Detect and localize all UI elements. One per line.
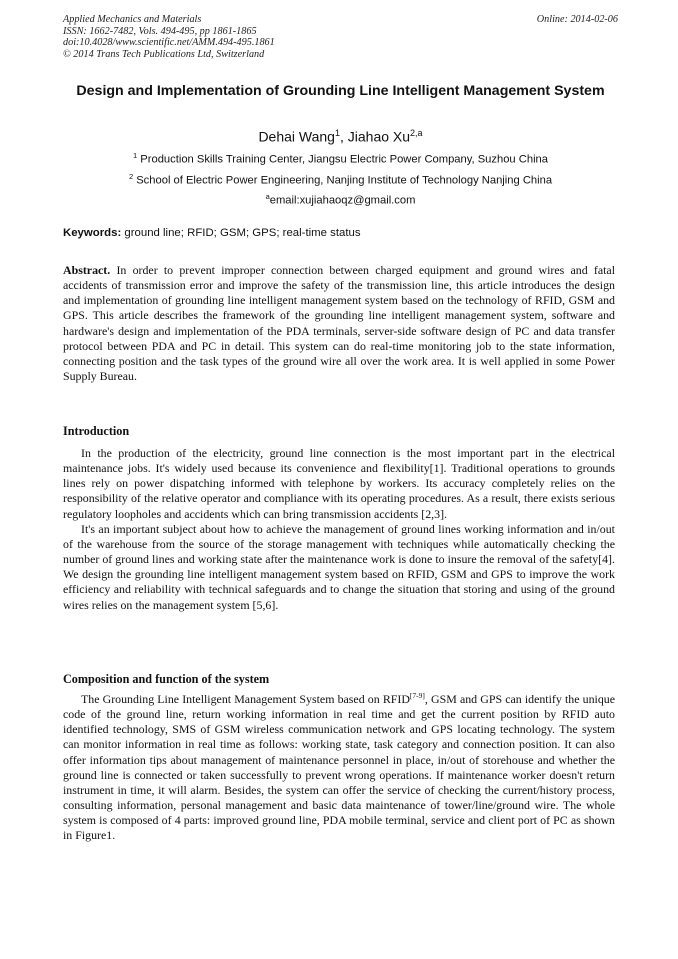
email-text: email:xujiahaoqz@gmail.com — [269, 194, 416, 207]
author-list — [63, 124, 618, 146]
paragraph: In the production of the electricity, ground line connection is the most important part in the electrical maintenance jobs. It's widely used because its convenience and flexibility[1]. Traditional operations to grounds lines rely on power dispatching informed with telephone by workers. Its accuracy completely relies on the responsibility of the relative operator and compliance with its operating procedures. As a result, there exists serious regulatory loopholes and accidents which can bring transmission accidents [2,3]. — [63, 446, 615, 521]
author-affiliation-mark: 1 — [334, 128, 340, 138]
abstract-label: Abstract. — [63, 263, 111, 277]
copyright-line: © 2014 Trans Tech Publications Ltd, Switzerland — [63, 48, 265, 60]
email-mark: a — [265, 192, 270, 201]
affiliation-1 — [63, 149, 618, 167]
abstract-text: In order to prevent improper connection between charged equipment and ground wires and fatal accidents of transmission error and improve the safety of the transmission line, this article introduces the design and implementation of grounding line intelligent management system based on the technology of RFID, GSM and GPS. This article describes the framework of the grounding line intelligent management system, software and hardware's design and implementation of the PDA terminals, server-side software design of PC and data transfer protocol between PDA and PC in detail. This system can do real-time monitoring job to the state information, connecting position and the task types of the ground wire all over the work area. It is well applied in some Power Supply Bureau. — [63, 263, 615, 384]
keywords-label: Keywords: — [63, 227, 122, 239]
paper-title: Design and Implementation of Grounding Line Intelligent Management System — [76, 83, 605, 99]
author-affiliation-mark: 2,a — [410, 128, 423, 138]
affiliation-number: 2 — [128, 172, 134, 181]
paragraph-text: , GSM and GPS can identify the unique code of the ground line, return working information in real time and get the current position by RFID auto identified technology, SMS of GSM wireless communication network and GPS locating technology. The system can monitor information in real time as follows: working state, task category and connection position. It can also offer information tips about management of maintenance personnel in place, in/out of storehouse and whether the ground line is connected or taken successfully to prevent wrong operations. If maintenance worker doesn't return instrument in time, it will alarm. Besides, the system can offer the service of checking the current/history process, consulting information, personal management and basic data maintenance of tower/line/ground wire. The whole system is composed of 4 parts: improved ground line, PDA mobile terminal, service and client port of PC as shown in Figure1. — [63, 692, 615, 843]
section-heading-introduction: Introduction — [63, 424, 130, 438]
keywords-text: ground line; RFID; GSM; GPS; real-time status — [121, 227, 361, 239]
paragraph-text: The Grounding Line Intelligent Management System based on RFID — [81, 692, 410, 706]
paragraph: It's an important subject about how to achieve the management of ground lines working information and in/out of the warehouse from the source of the storage management with techniques while automatically checking the number of ground lines and working state after the maintenance work is done to insure the removal of the safety[4]. We design the grounding line intelligent management system based on RFID, GSM and GPS to improve the work efficiency and reliability with technical safeguards and to change the situation that storing and using of the ground wires relies on the management system [5,6]. — [63, 521, 615, 612]
affiliation-text: School of Electric Power Engineering, Nanjing Institute of Technology Nanjing China — [133, 174, 553, 187]
journal-header — [63, 14, 618, 60]
introduction-section — [63, 446, 615, 613]
author-name: Dehai Wang — [258, 128, 335, 145]
author-name: Jiahao Xu — [347, 128, 411, 145]
keywords — [63, 226, 618, 241]
citation: [7-9] — [409, 691, 425, 701]
affiliation-number: 1 — [133, 151, 138, 160]
composition-section — [63, 692, 615, 844]
paragraph — [63, 692, 615, 844]
author-email — [63, 190, 618, 208]
journal-name: Applied Mechanics and Materials — [63, 14, 202, 25]
abstract — [63, 263, 615, 384]
section-heading-composition: Composition and function of the system — [63, 672, 270, 686]
online-date: Online: 2014-02-06 — [536, 14, 618, 25]
author-separator: , — [339, 128, 348, 145]
affiliation-text: Production Skills Training Center, Jiangsu Electric Power Company, Suzhou China — [137, 153, 548, 166]
affiliation-2 — [63, 170, 618, 188]
doi-line: doi:10.4028/www.scientific.net/AMM.494-495.1861 — [63, 37, 275, 49]
issn-line: ISSN: 1662-7482, Vols. 494-495, pp 1861-1865 — [63, 25, 257, 37]
